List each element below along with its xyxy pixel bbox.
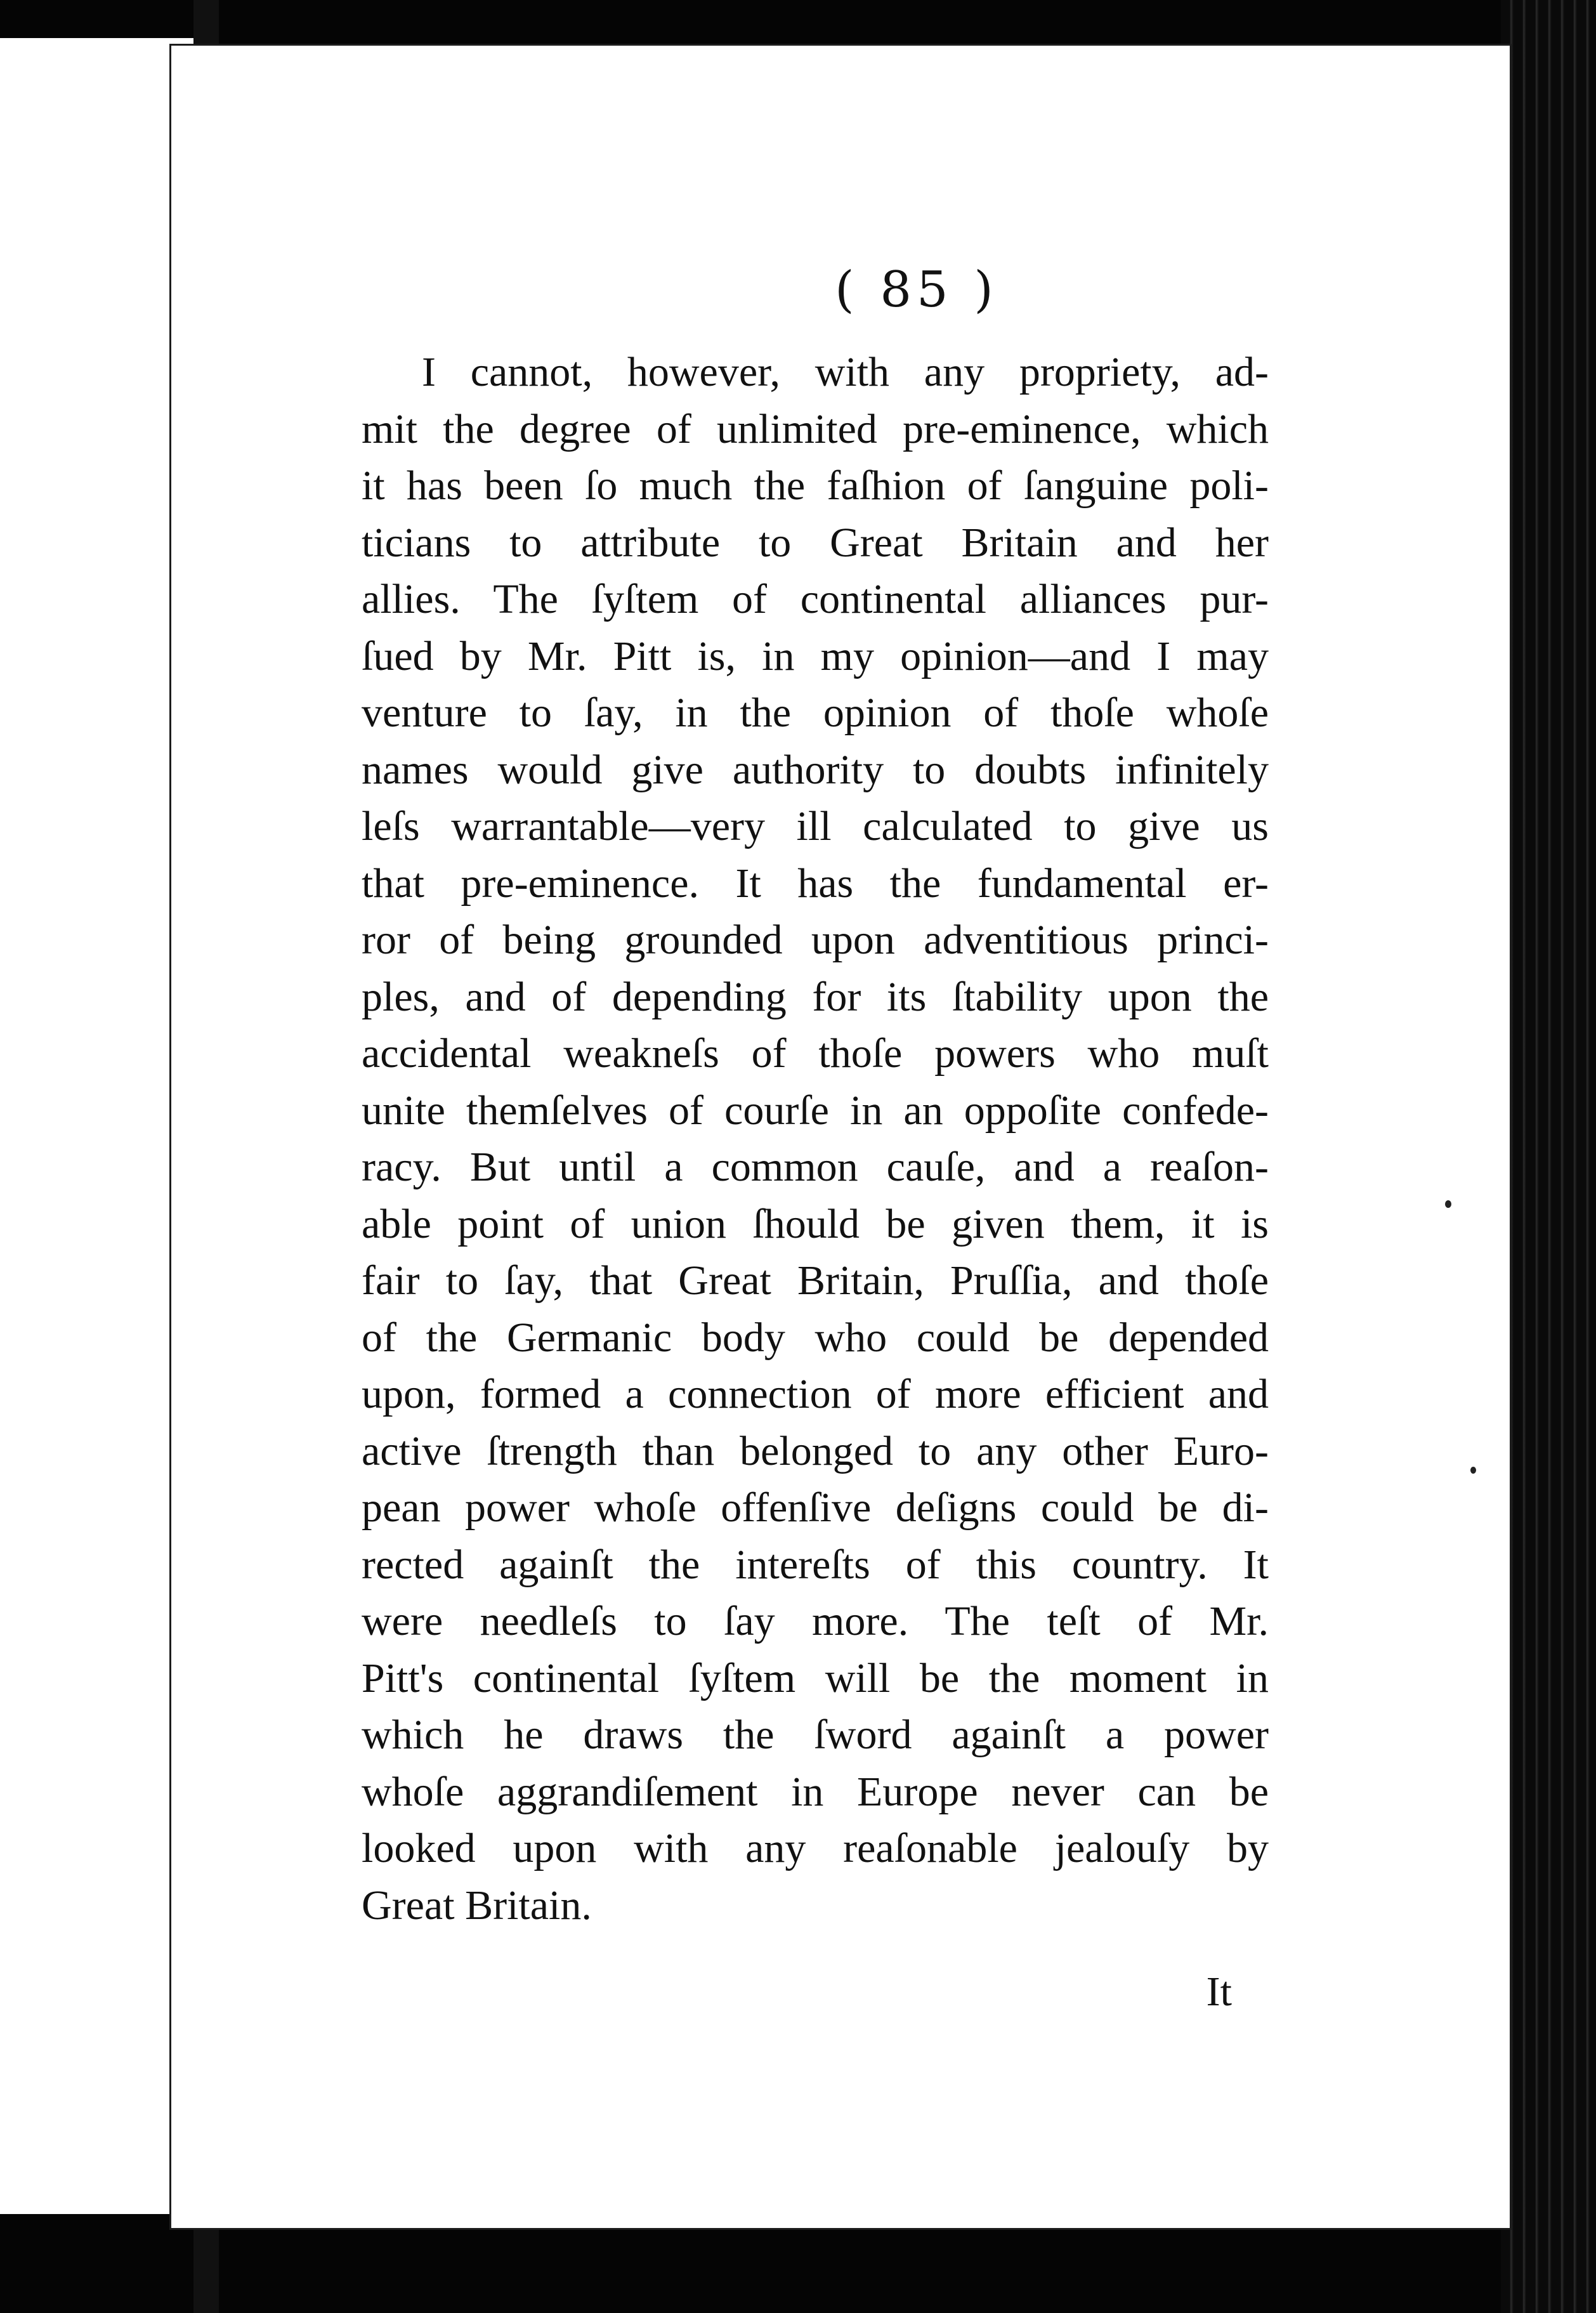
book-page	[171, 46, 1510, 2228]
text-line: unite themſelves of courſe in an oppoſite confede-	[362, 1087, 1269, 1134]
text-line: ror of being grounded upon adventitious princi-	[362, 917, 1269, 963]
text-line: able point of union ſhould be given them, it is	[362, 1200, 1269, 1247]
text-line: mit the degree of unlimited pre-eminence, which	[362, 405, 1269, 452]
text-line: leſs warrantable—very ill calculated to give us	[362, 803, 1269, 849]
text-line: were needleſs to ſay more. The teſt of Mr.	[362, 1598, 1269, 1644]
text-line: rected againſt the intereſts of this country. It	[362, 1541, 1269, 1588]
text-line: I cannot, however, with any propriety, ad-	[422, 349, 1269, 395]
text-line: whoſe aggrandiſement in Europe never can be	[362, 1768, 1269, 1815]
text-line: pean power whoſe offenſive deſigns could be di-	[362, 1484, 1269, 1531]
page-number: ( 85 )	[835, 261, 998, 318]
text-line: active ſtrength than belonged to any other Euro-	[362, 1427, 1269, 1474]
text-line: that pre-eminence. It has the fundamental er-	[362, 860, 1269, 907]
text-line: ples, and of depending for its ſtability upon the	[362, 973, 1269, 1020]
ink-speck	[1470, 1467, 1476, 1474]
text-line: it has been ſo much the faſhion of ſanguine poli-	[362, 462, 1269, 509]
text-line: ſued by Mr. Pitt is, in my opinion—and I may	[362, 632, 1269, 679]
text-line: of the Germanic body who could be depended	[362, 1314, 1269, 1361]
text-line: Great Britain.	[362, 1882, 592, 1929]
text-line: names would give authority to doubts infinitely	[362, 746, 1269, 793]
text-line: ticians to attribute to Great Britain and her	[362, 519, 1269, 566]
text-line: which he draws the ſword againſt a power	[362, 1712, 1269, 1758]
text-line: Pitt's continental ſyſtem will be the moment in	[362, 1654, 1269, 1701]
ink-speck	[1445, 1200, 1451, 1208]
text-line: accidental weakneſs of thoſe powers who muſt	[362, 1030, 1269, 1077]
text-line: allies. The ſyſtem of continental alliances pur-	[362, 576, 1269, 622]
catchword: It	[1206, 1969, 1232, 2015]
text-line: racy. But until a common cauſe, and a reaſon-	[362, 1144, 1269, 1190]
text-line: venture to ſay, in the opinion of thoſe whoſe	[362, 690, 1269, 736]
text-line: looked upon with any reaſonable jealouſy by	[362, 1825, 1269, 1871]
book-fore-edge	[1501, 0, 1596, 2313]
text-line: upon, formed a connection of more efficient and	[362, 1371, 1269, 1417]
text-line: fair to ſay, that Great Britain, Pruſſia, and thoſe	[362, 1257, 1269, 1304]
body-text	[362, 344, 1269, 1934]
facing-page-edge	[0, 38, 196, 2214]
